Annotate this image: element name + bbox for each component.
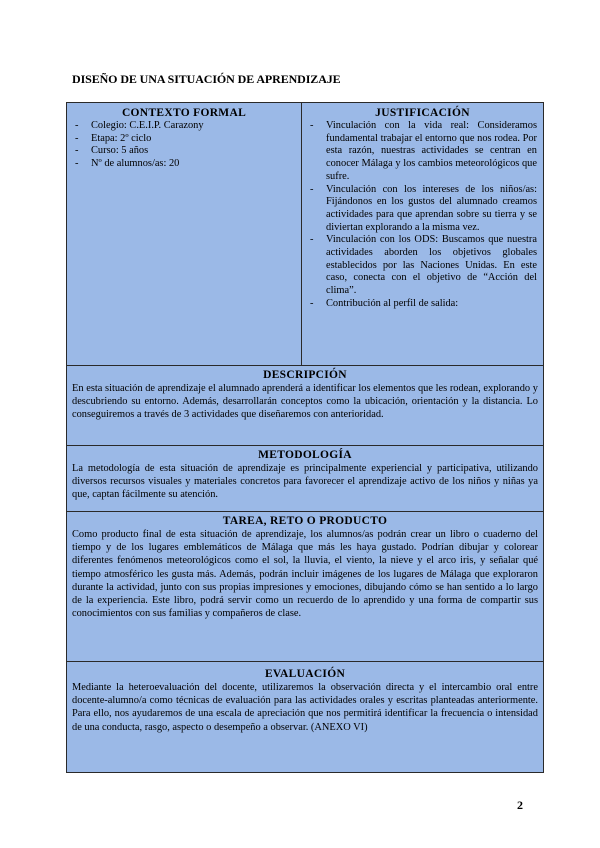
descripcion-text: En esta situación de aprendizaje el alumnado aprenderá a identificar los elementos que les rodean, explorando y descubriendo su entorno. Además, desarrollarán conceptos como la ubicación, orientación y la distancia. Lo conseguiremos a través de 3 actividades que diseñaremos con anterioridad. bbox=[72, 383, 538, 421]
evaluacion-heading: EVALUACIÓN bbox=[264, 668, 346, 680]
evaluacion-section bbox=[67, 662, 543, 772]
list-item: - Colegio: C.E.I.P. Carazony bbox=[71, 120, 297, 133]
descripcion-section bbox=[67, 366, 543, 446]
tarea-section bbox=[67, 512, 543, 662]
justificacion-heading: JUSTIFICACIÓN bbox=[375, 107, 470, 119]
tarea-heading: TAREA, RETO O PRODUCTO bbox=[222, 515, 388, 527]
contexto-formal-heading: CONTEXTO FORMAL bbox=[121, 107, 247, 119]
learning-situation-table bbox=[66, 102, 544, 773]
metodologia-heading: METODOLOGÍA bbox=[258, 449, 352, 461]
contexto-formal-list bbox=[71, 120, 297, 171]
evaluacion-text: Mediante la heteroevaluación del docente, utilizaremos la observación directa y el intercambio oral entre docente-alumno/a como técnicas de evaluación para las actividades orales y escritas planteadas anteriormente. Para ello, nos ayudaremos de una escala de apreciación que nos permitirá identificar la frecuencia o intensidad de una conducta, rasgo, aspecto o desempeño a observar. (ANEXO VI) bbox=[72, 682, 538, 733]
page-number: 2 bbox=[517, 798, 523, 812]
list-item: - Nº de alumnos/as: 20 bbox=[71, 158, 297, 171]
justificacion-cell bbox=[302, 103, 543, 365]
document-title: DISEÑO DE UNA SITUACIÓN DE APRENDIZAJE bbox=[72, 72, 341, 86]
contexto-formal-cell bbox=[67, 103, 302, 365]
descripcion-heading: DESCRIPCIÓN bbox=[263, 369, 347, 381]
list-item: - Vinculación con la vida real: Consideramos fundamental trabajar el entorno que nos rodea. Por esta razón, nuestras actividades se centran en conocer Málaga y los cambios meteorológicos que sufre. bbox=[308, 120, 537, 184]
list-item: - Vinculación con los ODS: Buscamos que nuestra actividades aborden los objetivos globales establecidos por las Naciones Unidas. En este caso, conecta con el objetivo de “Acción del clima”. bbox=[308, 234, 537, 298]
list-item: - Contribución al perfil de salida: bbox=[308, 298, 537, 311]
list-item: - Curso: 5 años bbox=[71, 145, 297, 158]
metodologia-text: La metodología de esta situación de aprendizaje es principalmente experiencial y participativa, utilizando diversos recursos visuales y materiales concretos para favorecer el aprendizaje activo de los niños y niñas ya que, captan fácilmente su atención. bbox=[72, 463, 538, 501]
justificacion-list bbox=[308, 120, 537, 311]
tarea-text: Como producto final de esta situación de aprendizaje, los alumnos/as podrán crear un libro o cuaderno del tiempo y de los lugares emblemáticos de Málaga que más les haya gustado. Podrían dibujar y colorear diferentes fenómenos meteorológicos como el sol, la lluvia, el viento, la nieve y el arco iris, y señalar qué tiempo atmosférico les gusta más. Además, podrán incluir imágenes de los lugares de Málaga que exploraron durante la actividad, junto con sus propias impresiones y emociones, dibujando cómo se han sentido a lo largo de la experiencia. Este libro, podrá servir como un recuerdo de lo aprendido y una forma de compartir sus conocimientos con sus familias y compañeros de clase. bbox=[72, 529, 538, 620]
list-item: - Etapa: 2º ciclo bbox=[71, 133, 297, 146]
list-item: - Vinculación con los intereses de los niños/as: Fijándonos en los gustos del alumnado creamos actividades para que aprendan sobre su tierra y se diviertan explorando a la misma vez. bbox=[308, 184, 537, 235]
metodologia-section bbox=[67, 446, 543, 512]
context-justification-row bbox=[67, 103, 543, 366]
